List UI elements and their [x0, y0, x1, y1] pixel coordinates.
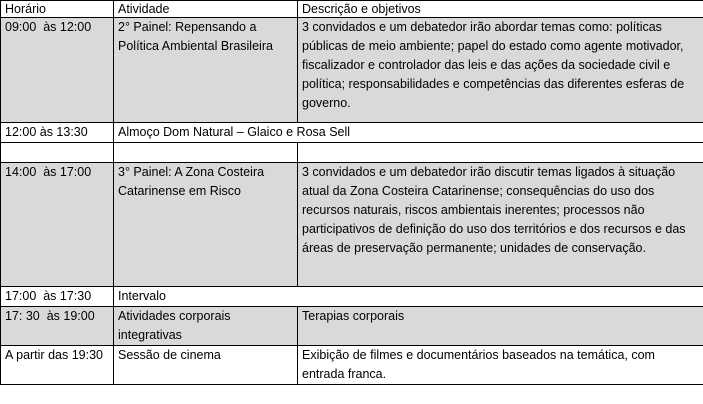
cell-description: Exibição de filmes e documentários baseados na temática, com entrada franca.: [298, 346, 703, 385]
cell-activity: Atividades corporais integrativas: [114, 307, 298, 346]
cell-activity: 2° Painel: Repensando a Política Ambiental Brasileira: [114, 18, 298, 123]
table-row: [1, 163, 703, 287]
cell-time: 12:00 às 13:30: [1, 123, 114, 143]
cell-time: [1, 143, 114, 163]
table-row: [1, 287, 703, 307]
table-row: [1, 123, 703, 143]
cell-description: 3 convidados e um debatedor irão discutir temas ligados à situação atual da Zona Costeira Catarinense; consequências do uso dos recursos naturais, riscos ambientais inerentes; processos não participativos de definição do uso dos territórios e dos recursos e das áreas de preservação permanente; unidades de conservação.: [298, 163, 703, 287]
header-atividade: Atividade: [114, 1, 298, 18]
cell-time: 14:00 às 17:00: [1, 163, 114, 287]
cell-time: 17: 30 às 19:00: [1, 307, 114, 346]
cell-time: 17:00 às 17:30: [1, 287, 114, 307]
header-horario: Horário: [1, 1, 114, 18]
table-row: [1, 307, 703, 346]
table-row: [1, 346, 703, 385]
cell-description: 3 convidados e um debatedor irão abordar temas como: políticas públicas de meio ambiente; papel do estado como agente motivador, fiscalizador e controlador das leis e das ações da sociedade civil e política; responsabilidades e competências das diferentes esferas de governo.: [298, 18, 703, 123]
cell-activity: 3° Painel: A Zona Costeira Catarinense em Risco: [114, 163, 298, 287]
table-row-spacer: [1, 143, 703, 163]
cell-time: A partir das 19:30: [1, 346, 114, 385]
cell-activity: Sessão de cinema: [114, 346, 298, 385]
cell-activity: Intervalo: [114, 287, 703, 307]
cell-activity: [114, 143, 298, 163]
cell-activity: Almoço Dom Natural – Glaico e Rosa Sell: [114, 123, 703, 143]
header-descricao: Descrição e objetivos: [298, 1, 703, 18]
cell-description: Terapias corporais: [298, 307, 703, 346]
table-row: [1, 18, 703, 123]
cell-time: 09:00 às 12:00: [1, 18, 114, 123]
table-header-row: [1, 1, 703, 18]
cell-description: [298, 143, 703, 163]
